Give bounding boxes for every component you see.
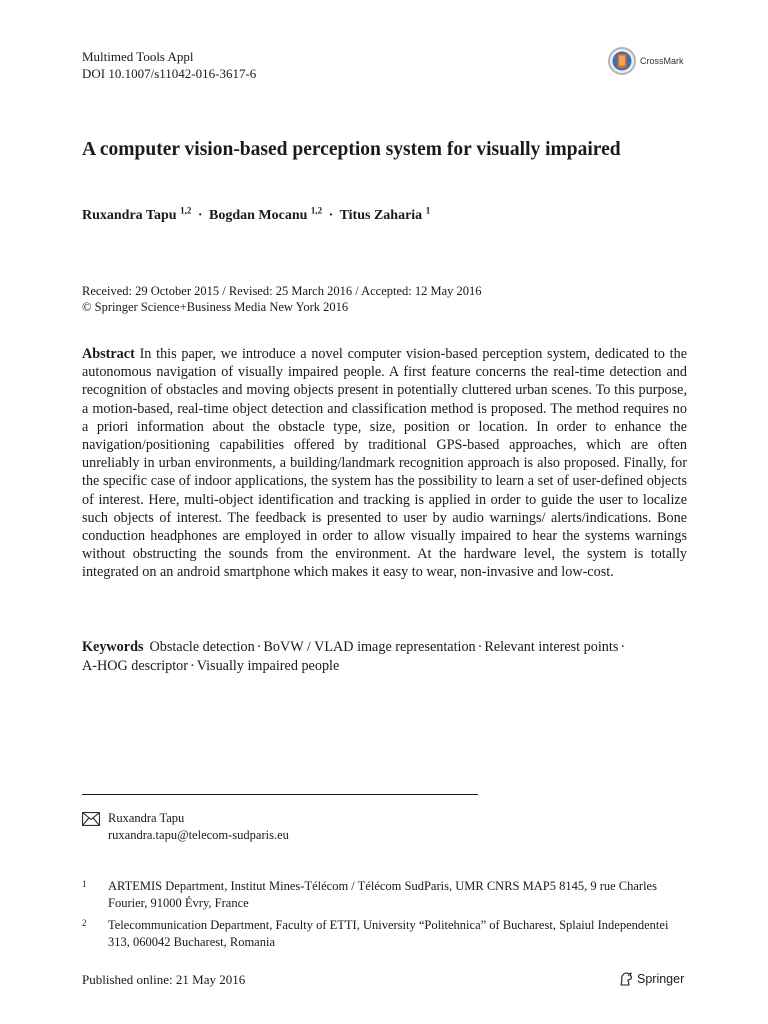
keyword: BoVW / VLAD image representation	[263, 639, 476, 655]
doi[interactable]: DOI 10.1007/s11042-016-3617-6	[82, 66, 257, 81]
keyword-separator: ·	[189, 658, 195, 674]
affiliation-number: 1	[82, 879, 87, 889]
corresponding-author-email[interactable]: ruxandra.tapu@telecom-sudparis.eu	[108, 828, 289, 842]
author-affiliation-marker: 1	[425, 205, 431, 216]
springer-logo	[618, 971, 684, 987]
corresponding-author-name: Ruxandra Tapu	[108, 811, 185, 825]
author-separator: ·	[328, 208, 334, 223]
author-name[interactable]: Ruxandra Tapu	[82, 208, 177, 223]
author-name[interactable]: Titus Zaharia	[339, 208, 423, 223]
author-affiliation-marker: 1,2	[310, 205, 323, 216]
author-name[interactable]: Bogdan Mocanu	[208, 208, 308, 223]
keyword: Visually impaired people	[196, 658, 340, 674]
submission-history: Received: 29 October 2015 / Revised: 25 March 2016 / Accepted: 12 May 2016	[82, 284, 482, 298]
author-affiliation-marker: 1,2	[180, 205, 192, 216]
springer-horse-icon	[618, 971, 634, 987]
footnote-divider	[82, 794, 478, 795]
keyword: Obstacle detection	[149, 639, 255, 655]
keyword-separator: ·	[256, 639, 262, 655]
copyright-line: © Springer Science+Business Media New York 2016	[82, 300, 349, 314]
affiliation-number: 2	[82, 918, 87, 928]
keyword: A-HOG descriptor	[82, 658, 188, 674]
crossmark-label: CrossMark	[640, 56, 684, 66]
author-list	[82, 205, 431, 224]
crossmark-badge[interactable]	[608, 47, 684, 75]
affiliation-item	[82, 878, 692, 912]
paper-title: A computer vision-based perception system for visually impaired	[82, 139, 621, 160]
envelope-icon	[82, 812, 100, 826]
keyword: Relevant interest points	[484, 639, 619, 655]
abstract-text: In this paper, we introduce a novel computer vision-based perception system, dedicated to the autonomous navigation of visually impaired people. A first feature concerns the real-time detection and recognition of obstacles and moving objects present in potentially cluttered urban scenes. To this purpose, a motion-based, real-time object detection and classification method is proposed. The method requires no a priori information about the obstacle type, size, position or location. In order to enhance the navigation/positioning capabilities offered by traditional GPS-based approaches, which are often unreliably in urban environments, a building/landmark recognition approach is also proposed. Finally, for the specific case of indoor applications, the system has the possibility to learn a set of user-defined objects of interest. Here, multi-object identification and tracking is applied in order to guide the user to localize such objects of interest. The feedback is presented to user by audio warnings/ alerts/indications. Bone conduction headphones are employed in order to allow visually impaired to hear the systems warnings without obstructing the sounds from the environment. At the hardware level, the system is totally integrated on an android smartphone which makes it easy to wear, non-invasive and low-cost.	[82, 346, 687, 581]
keyword-separator: ·	[477, 639, 483, 655]
publication-dates	[82, 283, 482, 315]
author-separator: ·	[197, 208, 203, 223]
journal-header	[82, 48, 256, 82]
keywords	[82, 638, 692, 676]
abstract-label: Abstract	[82, 346, 135, 362]
keywords-label: Keywords	[82, 639, 144, 655]
crossmark-icon	[608, 47, 636, 75]
keyword-separator: ·	[620, 639, 626, 655]
affiliation-item	[82, 917, 692, 951]
publisher-name: Springer	[637, 972, 685, 986]
affiliation-text: Telecommunication Department, Faculty of ETTI, University “Politehnica” of Bucharest, Splaiul Independentei 313, 060042 Bucharest, Romania	[108, 918, 669, 949]
affiliation-text: ARTEMIS Department, Institut Mines-Télécom / Télécom SudParis, UMR CNRS MAP5 8145, 9 rue Charles Fourier, 91000 Évry, France	[108, 879, 657, 910]
abstract	[82, 345, 687, 582]
published-online: Published online: 21 May 2016	[82, 972, 246, 987]
journal-name: Multimed Tools Appl	[82, 49, 194, 64]
correspondence-block	[82, 810, 289, 844]
